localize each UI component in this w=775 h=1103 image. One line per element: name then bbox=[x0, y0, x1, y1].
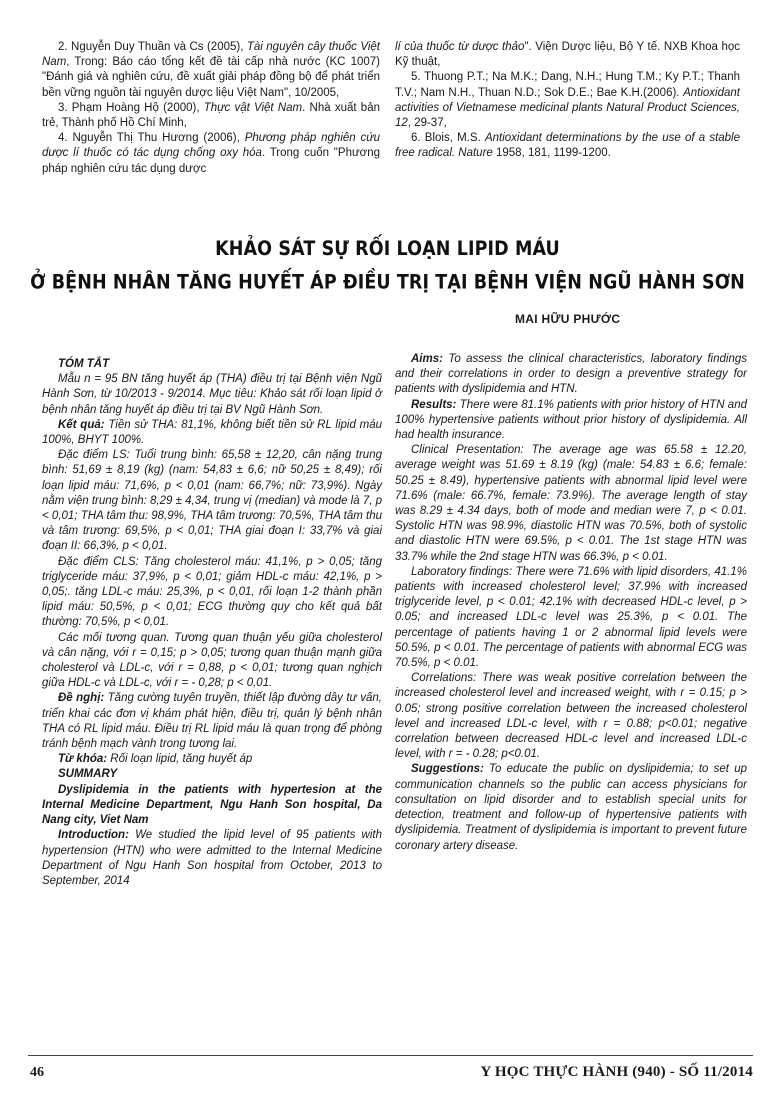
abstract-paragraph: Các mối tương quan. Tương quan thuận yếu giữa cholesterol và cân nặng, với r = 0,15; p > 0,05; tương quan thuận mạnh giữa cholesterol và LDL-c, với r = 0,88, p < 0,01; tương quan nghịch giữa HDL-c và LDL-c, với r = - 0,28; p < 0,01. bbox=[42, 631, 382, 690]
references-right-column bbox=[395, 40, 740, 162]
abstract-paragraph: Introduction: We studied the lipid level of 95 patients with hypertension (HTN) who were admitted to the Internal Medicine Department of Ngu Hanh Son hospital from October, 2013 to September, 2014 bbox=[42, 829, 382, 887]
reference-item: 4. Nguyễn Thị Thu Hương (2006), Phương pháp nghiên cứu dược lí thuốc có tác dụng chống oxy hóa. Trong cuốn "Phương pháp nghiên cứu tác dụng dược bbox=[42, 132, 380, 175]
abstract-paragraph: Mẫu n = 95 BN tăng huyết áp (THA) điều trị tại Bệnh viện Ngũ Hành Sơn, từ 10/2013 - 9/2014. Mục tiêu: Khảo sát rối loạn lipid ở bệnh nhân tăng huyết áp điều trị tại BV Ngũ Hành Sơn. bbox=[42, 373, 382, 416]
journal-name: Y HỌC THỰC HÀNH (940) - SỐ 11/2014 bbox=[480, 1064, 753, 1080]
abstract-paragraph: Results: There were 81.1% patients with prior history of HTN and 100% hypertensive patients without prior history of dyslipidemia. All had health insurance. bbox=[395, 398, 747, 442]
abstract-heading: TÓM TẮT bbox=[58, 358, 110, 370]
abstract-paragraph: Kết quả: Tiền sử THA: 81,1%, không biết tiền sử RL lipid máu 100%, BHYT 100%. bbox=[42, 418, 383, 447]
title-line-1: KHẢO SÁT SỰ RỐI LOẠN LIPID MÁU bbox=[215, 238, 560, 261]
page-number: 46 bbox=[30, 1065, 44, 1080]
reference-item: lí của thuốc từ dược thảo". Viện Dược liệu, Bộ Y tế. NXB Khoa học Kỹ thuật, bbox=[395, 41, 740, 69]
summary-heading: SUMMARY bbox=[58, 768, 118, 781]
article-title bbox=[0, 232, 775, 299]
title-line-2: Ở BỆNH NHÂN TĂNG HUYẾT ÁP ĐIỀU TRỊ TẠI BỆNH VIỆN NGŨ HÀNH SƠN bbox=[30, 271, 745, 294]
references-left-column bbox=[42, 40, 380, 177]
abstract-paragraph: Suggestions: To educate the public on dyslipidemia; to set up communication channels so the public can access physicians for consultation on lipid disorder and to establish special units for detection, treatment and follow-up of hypertensive patients with dyslipidemia. Treatment of dyslipidemia is important to prevent future coronary artery disease. bbox=[395, 763, 747, 852]
vietnamese-abstract bbox=[42, 357, 382, 889]
keywords: Từ khóa: Rối loạn lipid, tăng huyết áp bbox=[58, 753, 253, 766]
abstract-paragraph: Laboratory findings: There were 71.6% with lipid disorders, 41.1% patients with increased cholesterol level; 37.9% with increased triglyceride level, p < 0.01; 42.1% with decreased HDL-c level, p > 0.05; and increased LDL-c level was 25.3%, p < 0.01. The percentage of patients having 1 or 2 abnormal lipid levels were 50.5%, p < 0.01. The percentage of patients with abnormal ECG was 70.5%, p < 0.01. bbox=[395, 565, 747, 670]
abstract-paragraph: Đặc điểm CLS: Tăng cholesterol máu: 41,1%, p > 0,05; tăng triglyceride máu: 37,9%, p < 0,01; giảm HDL-c máu: 42,1%, p > 0,05;. tăng LDL-c máu: 25,3%, p < 0,01, rối loạn 1-2 thành phần lipid máu: 50,5%, p < 0,01; ECG thường quy cho kết quả bất thường: 70,5%, p < 0,01. bbox=[42, 555, 382, 629]
footer-divider bbox=[28, 1055, 753, 1056]
abstract-paragraph: Correlations: There was weak positive correlation between the increased cholesterol level and increased weight, with r = 0.15; p > 0.05; strong positive correlation between the increased cholesterol level and increased LDL-c level, with r = 0.88; p<0.01; negative correlation between decreased HDL-c level and increased LDL-c level, with r = - 0.28; p<0.01. bbox=[395, 672, 747, 761]
reference-item: 5. Thuong P.T.; Na M.K.; Dang, N.H.; Hung T.M.; Ky P.T.; Thanh T.V.; Nam N.H., Thuan N.D.; Sok D.E.; Bae K.H.(2006). Antioxidant activities of Vietnamese medicinal plants Natural Product Sciences, 12, 29-37, bbox=[395, 71, 740, 130]
abstract-paragraph: Đặc điểm LS: Tuổi trung bình: 65,58 ± 12,20, cân nặng trung bình: 51,69 ± 8,19 (kg) (nam: 54,83 ± 6,6; nữ 50,25 ± 8,49); rối loạn lipid máu: 71,6%, p < 0,01 (nam: 66,7%; nữ: 73,9%). Ngày nằm viện trung bình: 8,29 ± 4,34, trung vị (median) và mode là 7, p < 0,01; THA tâm thu: 98,9%, THA tâm trương: 70,5%, THA tâm thu và tâm trương: 69,5%, p < 0,01; THA giai đoạn I: 33,7% và giai đoạn II: 66,3%, p < 0,01. bbox=[42, 449, 383, 553]
abstract-paragraph: Aims: To assess the clinical characteristics, laboratory findings and their correlations in order to design a preventive strategy for patients with dyslipidemia and HTN. bbox=[395, 353, 747, 396]
abstract-paragraph: Clinical Presentation: The average age was 65.58 ± 12.20, average weight was 51.69 ± 8.19 (kg) (male: 54.83 ± 6.6; female: 50.25 ± 8.49), hypertensive patients with abnormal lipid level were 71.6% (male: 66.7%, female: 73.9%). The average length of stay was 8.29 ± 4.34 days, both of mode and median were 7, p < 0.01. Systolic HTN was 98.9%, diastolic HTN was 70.5%, both of systolic and diastolic HTN were 69.5%, p < 0.01. The 1st stage HTN was 33.7% while the 2nd stage HTN was 66.3%, p < 0.01. bbox=[395, 444, 747, 563]
english-title: Dyslipidemia in the patients with hypertesion at the Internal Medicine Department, Ngu Hanh Son hospital, Da Nang city, Viet Nam bbox=[42, 783, 382, 827]
english-abstract bbox=[395, 352, 747, 854]
author-name: MAI HỮU PHƯỚC bbox=[515, 312, 621, 326]
reference-item: 6. Blois, M.S. Antioxidant determinations by the use of a stable free radical. Nature 1958, 181, 1199-1200. bbox=[395, 132, 741, 160]
reference-item: 3. Phạm Hoàng Hộ (2000), Thực vật Việt Nam. Nhà xuất bản trẻ, Thành phố Hồ Chí Minh, bbox=[42, 101, 380, 130]
abstract-paragraph: Đề nghị: Tăng cường tuyên truyền, thiết lập đường dây tư vấn, triển khai các đơn vị khám phát hiện, điều trị, quản lý bệnh nhân THA có RL lipid máu. Điều trị RL lipid máu là quan trọng để phòng tránh bệnh mạch vành trong tương lai. bbox=[42, 692, 382, 751]
reference-item: 2. Nguyễn Duy Thuần và Cs (2005), Tài nguyên cây thuốc Việt Nam, Trong: Báo cáo tổng kết đề tài cấp nhà nước (KC 1007) "Đánh giá và nghiên cứu, đề xuất giải pháp đồng bộ để phát triển bền vững nguồn tài nguyên dược liệu Việt Nam", 10/2005, bbox=[42, 41, 380, 99]
